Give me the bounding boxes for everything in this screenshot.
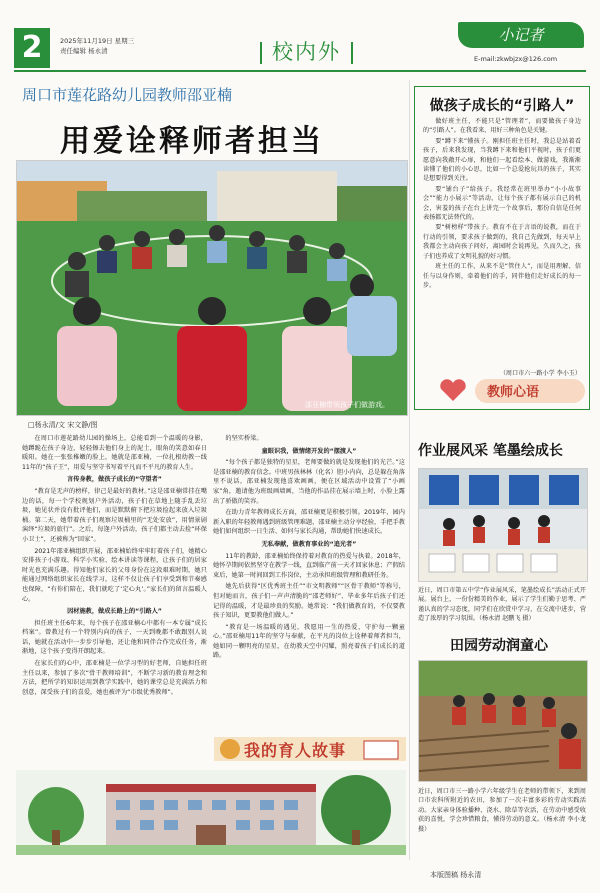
farm-illustration: [419, 661, 587, 781]
box-author: （周口市六一路小学 李小玉）: [499, 370, 581, 377]
paragraph: 在家长们的心中，邵亚楠是一位学习型的好老师，自她担任班主任以来，参加了多次“骨干教师培训”，不断学习新的教育理念和方法，把所学的知识运用到教学实践中，她的课堂总是充满活力和创意，深受孩子们的喜爱，她也被评为“市级优秀教师”。: [22, 660, 207, 696]
heart-banner-text: 教师心语: [487, 385, 540, 400]
works-title: 作业展风采 笔墨绘成长: [418, 443, 563, 459]
date-editor-block: [60, 36, 134, 56]
paragraph: 担任班主任6年来，每个孩子在邵亚楠心中都有一本专属“成长档案”。曾教过有一个特别内向的孩子，一天到晚都不敢跟别人说话，她就在活动中一步步引导他，还让他和同伴合作完成任务，渐渐地，这个孩子变得开朗起来。: [22, 619, 207, 656]
section-bar-right: [351, 42, 353, 64]
labor-photo: [418, 660, 588, 782]
article-column-1: [22, 434, 207, 734]
paragraph: 她先后获得“区优秀班主任”“市文明教师”“区骨干教师”等称号，但对她而言，孩子们一声声清脆的“邵老师好”、毕业多年后孩子们还记得的温暖，才是最珍贵的奖励。她常说：“我们做教育的，不仅要教孩子知识，更要教他们做人。”: [213, 583, 405, 620]
campus-illustration: [16, 770, 406, 855]
article-headline: 用爱诠释师者担当: [60, 124, 324, 159]
playground-illustration: [17, 161, 407, 415]
article-credit: □杨永清/文 宋文静/图: [28, 421, 98, 429]
box-paragraph: 做好班主任，不能只是“管理者”，而要做孩子身边的“引路人”。在我看来，用好三种角色是关键。: [423, 118, 581, 135]
paragraph: 的坚实桥梁。: [225, 435, 263, 442]
works-photo: [418, 468, 588, 582]
works-caption: 近日，周口市第五中学“作业展风采，笔墨绘成长”活动正式开展。展台上，一份份精美的作业，展示了学生们勤于思考、严谨认真的学习态度，同学们在欣赏中学习，在交流中进步，营造了浓厚的学习氛围。（杨永清 赵鹏飞 摄）: [418, 587, 586, 623]
box-paragraph: 班主任的工作，从来不是“管住人”，而是用理解、信任与以身作则，牵着他们的手，同伴他们走好成长的每一步。: [423, 263, 581, 289]
story-banner-text: 我的育人故事: [244, 741, 347, 760]
paragraph: 2021年邵亚楠组织开展，邵亚楠始终牢牢盯着孩子们，她精心安排孩子小游戏、科学小实验、绘本讲读等课程，让孩子们的居家时光也充满乐趣。得知他们家长的父母身份在这段艰难时期，她只能通过网络组织家长在线学习，这样不仅让孩子们享受到和节奏感也保障，“有你们陪在，我们就吃了‘定心丸’。”家长们的留言温暖人心。: [22, 547, 207, 603]
paragraph: “教育是无声的榜样，律己是最好的教材。”这是邵亚楠常挂在嘴边的话，每一个学校规划户外活动，孩子们在草地上随手乱丢垃圾，她见状并没有批评他们，而是默默俯下把垃圾捡起来放入垃圾桶。第二天，她带着孩子们观察垃圾桶里的“无处安放”，用情景剧演绎“垃圾的旅行”。之后，每逢户外活动，孩子们都主动去捡“环保小卫士”，还被称为“回家”。: [22, 487, 207, 543]
paragraph: 在周口市莲花路幼儿园的操场上，总能看到一个温暖的身影，她蹲跪在孩子身边，轻轻擦去他们身上的泥土，眼角的笑意如春日暖阳。她在一张张稚嫩的脸上，她就是邵亚楠，一位扎根幼教一线11年的“孩子王”，用爱与坚守书写着平凡而不平凡的教育人生。: [22, 435, 207, 471]
labor-caption: 近日，周口市三一路小学六年级学生在老师的带领下，来到周口市农科所附近的农田，参加了一次丰富多彩的劳动实践活动。大家亲身体验播种、浇水、除草等农活，在劳动中感受收获的喜悦，学会珍惜粮食，懂得劳动的意义。（杨永清 李小龙 摄）: [418, 788, 586, 833]
paragraph: 11年的教龄，邵亚楠始终保持着对教育的热爱与执着。2018年，她怀孕期间依然坚守在教学一线，直到临产前一天才回家休息；产假结束后，她第一时间回到工作岗位，主动承担班级管理和教研任务。: [213, 552, 405, 579]
labor-title: 田园劳动润童心: [450, 638, 548, 654]
classroom-illustration: [419, 469, 587, 581]
story-banner: [214, 733, 406, 765]
school-building-art: [16, 770, 406, 855]
article-kicker: 周口市莲花路幼儿园教师邵亚楠: [22, 86, 233, 104]
section-title: [250, 36, 363, 66]
box-paragraph: 要“树榜样”带孩子。教育不在于言语的说教，而在于行动的引领，要求孩子做到的，我自己先做到，每天早上我都会主动向孩子问好，离园时会说再见，久而久之，孩子们也养成了文明礼貌的好习惯。: [423, 224, 581, 260]
paragraph: “每个孩子都是独特的星星，老师要做的就是发现他们的光芒。”这是邵亚楠的教育信念。中班男孩林林（化名）胆小内向，总是躲在角落里不说话，邵亚楠发现他喜欢画画，便在区域活动中设置了“小画家”角，邀请他为班级画墙画，当他的作品挂在展示墙上时，小脸上露出了骄傲的笑容。: [213, 459, 405, 505]
subheading: 童眼识我，做情绪开发的“摆渡人”: [261, 447, 357, 455]
photo-caption: 邵亚楠带领孩子们做游戏。: [305, 401, 389, 409]
heart-banner: [435, 377, 585, 405]
paragraph: 在助力青年教师成长方面，邵亚楠更是积极引领。2019年，园内新入职的年轻教师遇到班级管理难题，邵亚楠主动分享经验，手把手教她们如何组织一日生活、如何与家长沟通，帮助她们快速成长。: [213, 509, 405, 536]
page-footer: 本版图稿 杨永清: [430, 871, 482, 879]
page-number: 2: [14, 28, 50, 68]
box-paragraph: 要“铺台子”给孩子。我经常在班里举办“小小故事会”“能力小展示”等活动，让每个孩子都有展示自己的机会，害羞的孩子在台上讲完一个故事后，那份自信是任何表扬都无法替代的。: [423, 185, 581, 222]
teacher-voice-box: [414, 86, 590, 410]
section-bar-left: [260, 42, 262, 64]
main-photo: [16, 160, 408, 416]
box-paragraph: 要“蹲下来”懂孩子。刚担任班主任时，我总是站着看孩子，后来我发现，当我蹲下来和他们平视时，孩子们更愿意向我敞开心扉，和他们一起看绘本、做游戏，我渐渐读懂了他们的小心思，比如一个总爱抢玩具的孩子，其实是想要得到关注。: [423, 137, 581, 183]
box-text: [423, 117, 581, 367]
article-column-2: [213, 434, 405, 739]
subheading: 言传身教，做孩子成长的“守望者”: [67, 476, 162, 484]
section-label: 校内外: [272, 40, 341, 64]
subheading: 无私奉献，做教育事业的“追光者”: [261, 540, 357, 548]
column-divider: [409, 80, 410, 860]
subheading: 因材施教，做成长路上的“引路人”: [67, 608, 162, 616]
header-rule: [14, 70, 586, 72]
date-line: 2025年11月19日 星期三: [60, 37, 135, 45]
box-title: 做孩子成长的“引路人”: [429, 98, 575, 114]
brand-logo: 小记者: [458, 22, 584, 48]
editor-line: 责任编辑 杨永清: [60, 47, 108, 55]
paragraph: “教育是一场温暖的遇见，我愿用一生的热爱，守护每一颗童心。”邵亚楠用11年的坚守与奉献，在平凡的岗位上诠释着师者担当，她如同一颗明亮的星星，在幼教天空中闪耀，照亮着孩子们成长的道路。: [213, 623, 405, 660]
contact-email: E-mail:zkwbjzx@126.com: [474, 55, 558, 63]
